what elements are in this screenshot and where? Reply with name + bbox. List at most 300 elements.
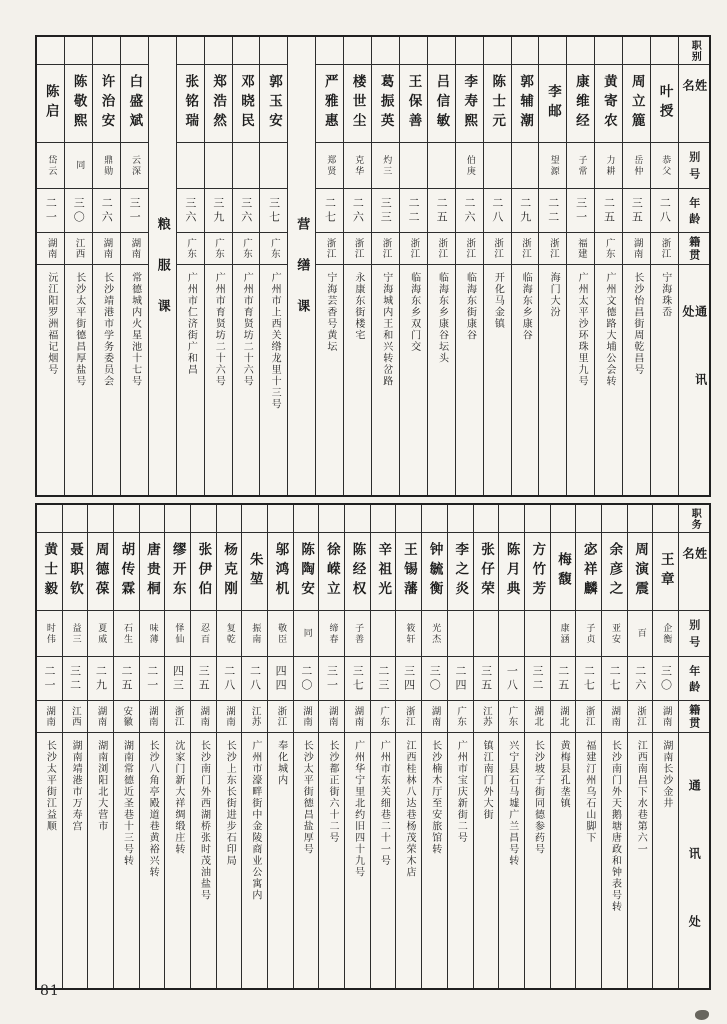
cell-native: 湖南 xyxy=(37,701,62,733)
cell-age: 二六 xyxy=(344,189,371,233)
person-column xyxy=(498,505,524,988)
cell-native: 江苏 xyxy=(242,701,267,733)
cell-name: 李邮 xyxy=(539,65,566,143)
cell-name: 黄寄农 xyxy=(595,65,622,143)
cell-native: 湖南 xyxy=(345,701,370,733)
cell-native: 湖南 xyxy=(121,233,148,265)
cell-alias: 亚安 xyxy=(602,611,627,657)
cell-native: 湖南 xyxy=(294,701,319,733)
person-column xyxy=(371,37,399,495)
person-column xyxy=(650,37,678,495)
cell-address: 长沙坡子街同德参药号 xyxy=(532,740,544,855)
cell-alias xyxy=(177,143,204,189)
cell-native: 浙江 xyxy=(400,233,427,265)
person-column xyxy=(455,37,483,495)
cell-name: 梅馥 xyxy=(551,533,576,611)
cell-address: 长沙八角亭殿道巷黄裕兴转 xyxy=(147,740,159,878)
cell-address: 黄梅县孔垄镇 xyxy=(558,740,570,809)
cell-alias: 筱轩 xyxy=(396,611,421,657)
cell-age: 二一 xyxy=(37,657,62,701)
cell-duty xyxy=(177,37,204,65)
cell-address: 广州市宝庆新街二号 xyxy=(455,740,467,844)
cell-address: 长沙太平街德昌盐厚号 xyxy=(301,740,313,855)
header-column xyxy=(678,37,709,495)
cell-duty xyxy=(372,37,399,65)
person-column xyxy=(427,37,455,495)
cell-age: 二七 xyxy=(316,189,343,233)
person-column xyxy=(473,505,499,988)
cell-duty xyxy=(525,505,550,533)
cell-address: 湖南常德近圣巷十三号转 xyxy=(121,740,133,867)
cell-alias xyxy=(484,143,511,189)
cell-duty xyxy=(448,505,473,533)
header-name-label: 姓名 xyxy=(679,533,709,611)
cell-age: 二五 xyxy=(428,189,455,233)
header-address-label: 通讯处 xyxy=(681,305,708,441)
cell-age: 二四 xyxy=(448,657,473,701)
cell-duty xyxy=(93,37,120,65)
cell-duty xyxy=(345,505,370,533)
cell-duty xyxy=(344,37,371,65)
person-column xyxy=(92,37,120,495)
cell-alias: 鼎勋 xyxy=(93,143,120,189)
cell-alias: 克华 xyxy=(344,143,371,189)
section-column xyxy=(287,37,315,495)
cell-native: 浙江 xyxy=(484,233,511,265)
cell-native: 浙江 xyxy=(628,701,653,733)
cell-alias xyxy=(205,143,232,189)
cell-native: 浙江 xyxy=(344,233,371,265)
cell-native: 湖南 xyxy=(191,701,216,733)
scan-smudge-mark xyxy=(695,1010,709,1020)
cell-address: 奉化城内 xyxy=(275,740,287,786)
person-column xyxy=(447,505,473,988)
cell-duty xyxy=(396,505,421,533)
person-column xyxy=(232,37,260,495)
cell-name: 张仔荣 xyxy=(474,533,499,611)
cell-age: 三七 xyxy=(345,657,370,701)
cell-native: 湖南 xyxy=(88,701,113,733)
cell-address: 湖南浏阳北大营市 xyxy=(95,740,107,832)
cell-alias xyxy=(400,143,427,189)
cell-native: 浙江 xyxy=(651,233,678,265)
cell-name: 徐嵘立 xyxy=(319,533,344,611)
cell-name: 聂职钦 xyxy=(63,533,88,611)
cell-age: 四三 xyxy=(165,657,190,701)
cell-alias xyxy=(260,143,287,189)
person-column xyxy=(139,505,165,988)
cell-name: 唐贵桐 xyxy=(140,533,165,611)
cell-age: 三一 xyxy=(319,657,344,701)
cell-alias xyxy=(474,611,499,657)
cell-name: 周德葆 xyxy=(88,533,113,611)
person-column xyxy=(622,37,650,495)
cell-alias: 望源 xyxy=(539,143,566,189)
cell-address: 广州市濠畔街中金陵商业公寓内 xyxy=(249,740,261,901)
cell-duty xyxy=(121,37,148,65)
cell-age: 二八 xyxy=(242,657,267,701)
cell-name: 葛振英 xyxy=(372,65,399,143)
cell-alias: 敬臣 xyxy=(268,611,293,657)
cell-alias: 复乾 xyxy=(217,611,242,657)
person-column xyxy=(550,505,576,988)
cell-duty xyxy=(623,37,650,65)
cell-alias: 光杰 xyxy=(422,611,447,657)
cell-native: 广东 xyxy=(177,233,204,265)
cell-age: 二五 xyxy=(551,657,576,701)
cell-name: 缪开东 xyxy=(165,533,190,611)
cell-native: 浙江 xyxy=(372,233,399,265)
cell-name: 白盛斌 xyxy=(121,65,148,143)
cell-address: 常德城内火星池十七号 xyxy=(129,272,141,387)
cell-duty xyxy=(260,37,287,65)
cell-address: 长沙上东长街进步石印局 xyxy=(224,740,236,867)
cell-native: 江西 xyxy=(65,233,92,265)
cell-alias xyxy=(499,611,524,657)
cell-address: 宁海芸香号黄坛 xyxy=(324,272,336,353)
cell-age: 四四 xyxy=(268,657,293,701)
cell-name: 杨克刚 xyxy=(217,533,242,611)
cell-age: 三六 xyxy=(233,189,260,233)
person-column xyxy=(216,505,242,988)
cell-age: 三二 xyxy=(63,657,88,701)
cell-address: 永康东街楼宅 xyxy=(352,272,364,341)
cell-address: 临海东乡双门交 xyxy=(408,272,420,353)
cell-name: 陈启 xyxy=(37,65,64,143)
cell-address: 沅江阳罗洲福记烟号 xyxy=(45,272,57,376)
cell-name: 黄士毅 xyxy=(37,533,62,611)
cell-alias: 缔春 xyxy=(319,611,344,657)
cell-name: 钟毓衡 xyxy=(422,533,447,611)
cell-name: 吕信敏 xyxy=(428,65,455,143)
person-column xyxy=(511,37,539,495)
header-age-label: 年龄 xyxy=(679,189,709,233)
cell-address: 广州市东关细巷二十一号 xyxy=(378,740,390,867)
header-native-label: 籍贯 xyxy=(679,233,709,265)
roster-table-top xyxy=(35,35,711,497)
cell-native: 湖南 xyxy=(217,701,242,733)
cell-name: 康维经 xyxy=(567,65,594,143)
cell-age: 三五 xyxy=(191,657,216,701)
person-column xyxy=(176,37,204,495)
cell-address: 长沙靖港市学务委员会 xyxy=(101,272,113,387)
person-column xyxy=(293,505,319,988)
cell-alias xyxy=(512,143,539,189)
cell-duty xyxy=(63,505,88,533)
person-column xyxy=(204,37,232,495)
cell-name: 王章 xyxy=(653,533,678,611)
cell-age: 二九 xyxy=(512,189,539,233)
cell-native: 浙江 xyxy=(428,233,455,265)
cell-name: 许治安 xyxy=(93,65,120,143)
page-number: 81 xyxy=(40,983,60,999)
person-column xyxy=(241,505,267,988)
cell-alias xyxy=(233,143,260,189)
cell-age: 三七 xyxy=(260,189,287,233)
cell-address: 广州市上西关绺龙里十三号 xyxy=(269,272,281,410)
cell-age: 二三 xyxy=(371,657,396,701)
cell-address: 长沙太平街江益顺 xyxy=(44,740,56,832)
person-column xyxy=(421,505,447,988)
cell-duty xyxy=(37,37,64,65)
cell-alias xyxy=(371,611,396,657)
cell-duty xyxy=(268,505,293,533)
cell-native: 湖南 xyxy=(319,701,344,733)
cell-native: 湖北 xyxy=(551,701,576,733)
person-column xyxy=(315,37,343,495)
cell-native: 湖南 xyxy=(653,701,678,733)
cell-age: 二二 xyxy=(539,189,566,233)
person-column xyxy=(399,37,427,495)
cell-name: 楼世尘 xyxy=(344,65,371,143)
cell-native: 广东 xyxy=(499,701,524,733)
person-column xyxy=(37,505,62,988)
cell-age: 二〇 xyxy=(294,657,319,701)
cell-duty xyxy=(140,505,165,533)
cell-address: 兴宁县石马墟广兰昌号转 xyxy=(506,740,518,867)
cell-age: 三三 xyxy=(372,189,399,233)
cell-name: 陈敬熙 xyxy=(65,65,92,143)
cell-duty xyxy=(567,37,594,65)
cell-age: 三一 xyxy=(121,189,148,233)
cell-address: 湖南长沙金井 xyxy=(660,740,672,809)
person-column xyxy=(190,505,216,988)
cell-native: 广东 xyxy=(448,701,473,733)
cell-age: 二一 xyxy=(140,657,165,701)
person-column xyxy=(343,37,371,495)
cell-duty xyxy=(65,37,92,65)
cell-native: 湖北 xyxy=(525,701,550,733)
cell-native: 广东 xyxy=(595,233,622,265)
cell-address: 长沙南门外西湖桥张时茂油盐号 xyxy=(198,740,210,901)
cell-age: 二六 xyxy=(456,189,483,233)
cell-name: 余彦之 xyxy=(602,533,627,611)
cell-alias: 子常 xyxy=(567,143,594,189)
cell-alias: 云深 xyxy=(121,143,148,189)
person-column xyxy=(483,37,511,495)
cell-alias: 益三 xyxy=(63,611,88,657)
cell-alias: 夏威 xyxy=(88,611,113,657)
cell-age: 三六 xyxy=(177,189,204,233)
header-alias-label: 别号 xyxy=(679,611,709,657)
cell-address: 湖南靖港市万寿宫 xyxy=(70,740,82,832)
section-label: 粮服课 xyxy=(154,216,170,340)
cell-name: 张铭瑞 xyxy=(177,65,204,143)
cell-duty xyxy=(217,505,242,533)
person-column xyxy=(120,37,148,495)
cell-address: 长沙都正街六十二号 xyxy=(326,740,338,844)
cell-address: 江西南昌下水巷第六一 xyxy=(635,740,647,855)
cell-name: 郭辅潮 xyxy=(512,65,539,143)
cell-duty xyxy=(551,505,576,533)
cell-native: 江西 xyxy=(63,701,88,733)
cell-name: 陈士元 xyxy=(484,65,511,143)
person-column xyxy=(395,505,421,988)
cell-native: 浙江 xyxy=(512,233,539,265)
person-column xyxy=(318,505,344,988)
cell-address: 广州市育贤坊二十六号 xyxy=(241,272,253,387)
cell-address: 临海东乡康谷坛头 xyxy=(436,272,448,364)
header-native-label: 籍贯 xyxy=(679,701,709,733)
cell-address: 宁海珠岙 xyxy=(659,272,671,318)
header-duty-label: 职务 xyxy=(679,505,709,533)
cell-age: 二六 xyxy=(628,657,653,701)
cell-alias: 百 xyxy=(628,611,653,657)
cell-name: 陈陶安 xyxy=(294,533,319,611)
cell-duty xyxy=(576,505,601,533)
cell-duty xyxy=(428,37,455,65)
person-column xyxy=(524,505,550,988)
person-column xyxy=(64,37,92,495)
cell-alias: 子善 xyxy=(345,611,370,657)
cell-native: 安徽 xyxy=(114,701,139,733)
cell-native: 浙江 xyxy=(576,701,601,733)
roster-table-bottom xyxy=(35,503,711,990)
cell-address: 长沙太平街德昌厚盐号 xyxy=(73,272,85,387)
cell-duty xyxy=(653,505,678,533)
header-name-label: 姓名 xyxy=(679,65,709,143)
cell-alias: 伯庚 xyxy=(456,143,483,189)
header-address-label: 通讯处 xyxy=(687,778,702,983)
cell-age: 三二 xyxy=(525,657,550,701)
cell-duty xyxy=(88,505,113,533)
cell-age: 二七 xyxy=(602,657,627,701)
cell-duty xyxy=(456,37,483,65)
cell-address: 广州太平沙环珠里九号 xyxy=(576,272,588,387)
cell-native: 湖南 xyxy=(623,233,650,265)
cell-alias: 味薄 xyxy=(140,611,165,657)
cell-name: 王锡藩 xyxy=(396,533,421,611)
cell-address: 临海东街康谷 xyxy=(464,272,476,341)
cell-age: 三一 xyxy=(567,189,594,233)
person-column xyxy=(370,505,396,988)
cell-address: 临海东乡康谷 xyxy=(520,272,532,341)
person-column xyxy=(344,505,370,988)
cell-name: 王保善 xyxy=(400,65,427,143)
cell-address: 广州华宁里北约旧四十九号 xyxy=(352,740,364,878)
cell-age: 三五 xyxy=(623,189,650,233)
cell-native: 湖南 xyxy=(140,701,165,733)
cell-age: 二五 xyxy=(595,189,622,233)
cell-address: 镇江南门外大街 xyxy=(481,740,493,821)
header-age-label: 年龄 xyxy=(679,657,709,701)
section-column xyxy=(148,37,176,495)
cell-age: 二五 xyxy=(114,657,139,701)
cell-native: 广东 xyxy=(233,233,260,265)
cell-age: 三〇 xyxy=(653,657,678,701)
cell-alias: 恭父 xyxy=(651,143,678,189)
person-column xyxy=(627,505,653,988)
header-column xyxy=(678,505,709,988)
cell-alias: 岱云 xyxy=(37,143,64,189)
cell-age: 一八 xyxy=(499,657,524,701)
cell-age: 三五 xyxy=(474,657,499,701)
person-column xyxy=(164,505,190,988)
cell-duty xyxy=(233,37,260,65)
person-column xyxy=(566,37,594,495)
cell-address: 广州市仁济街广和昌 xyxy=(185,272,197,376)
person-column xyxy=(538,37,566,495)
cell-native: 浙江 xyxy=(396,701,421,733)
cell-native: 湖南 xyxy=(602,701,627,733)
person-column xyxy=(267,505,293,988)
cell-native: 广东 xyxy=(260,233,287,265)
cell-duty xyxy=(422,505,447,533)
cell-name: 郑浩然 xyxy=(205,65,232,143)
cell-alias: 同 xyxy=(294,611,319,657)
cell-alias: 怿仙 xyxy=(165,611,190,657)
cell-duty xyxy=(628,505,653,533)
cell-native: 广东 xyxy=(371,701,396,733)
cell-age: 二八 xyxy=(484,189,511,233)
cell-native: 湖南 xyxy=(93,233,120,265)
cell-native: 江苏 xyxy=(474,701,499,733)
cell-name: 胡传霖 xyxy=(114,533,139,611)
cell-name: 邓晓民 xyxy=(233,65,260,143)
cell-age: 二一 xyxy=(37,189,64,233)
person-column xyxy=(601,505,627,988)
person-column xyxy=(652,505,678,988)
cell-duty xyxy=(191,505,216,533)
cell-address: 长沙南门外天鹅塘唐政和钟表号转 xyxy=(609,740,621,913)
cell-native: 浙江 xyxy=(539,233,566,265)
person-column xyxy=(575,505,601,988)
section-label: 营缮课 xyxy=(294,216,310,340)
person-column xyxy=(259,37,287,495)
cell-age: 二八 xyxy=(217,657,242,701)
cell-age: 三九 xyxy=(205,189,232,233)
cell-duty xyxy=(474,505,499,533)
cell-duty xyxy=(37,505,62,533)
cell-age: 二九 xyxy=(88,657,113,701)
person-column xyxy=(87,505,113,988)
cell-address: 开化马金镇 xyxy=(492,272,504,330)
cell-duty xyxy=(651,37,678,65)
cell-native: 浙江 xyxy=(268,701,293,733)
cell-age: 二八 xyxy=(651,189,678,233)
cell-native: 湖南 xyxy=(37,233,64,265)
cell-address: 广州市育贤坊二十六号 xyxy=(213,272,225,387)
header-alias-label: 别号 xyxy=(679,143,709,189)
cell-address: 海门大汾 xyxy=(548,272,560,318)
cell-name: 郭玉安 xyxy=(260,65,287,143)
cell-duty xyxy=(242,505,267,533)
cell-name: 张伊伯 xyxy=(191,533,216,611)
cell-native: 湖南 xyxy=(422,701,447,733)
cell-name: 宓祥麟 xyxy=(576,533,601,611)
cell-name: 陈月典 xyxy=(499,533,524,611)
cell-duty xyxy=(316,37,343,65)
person-column xyxy=(594,37,622,495)
cell-duty xyxy=(484,37,511,65)
cell-address: 沈家门新大祥绸缎庄转 xyxy=(172,740,184,855)
cell-alias xyxy=(525,611,550,657)
cell-age: 二七 xyxy=(576,657,601,701)
person-column xyxy=(62,505,88,988)
cell-age: 二六 xyxy=(93,189,120,233)
cell-native: 浙江 xyxy=(316,233,343,265)
cell-alias: 子贞 xyxy=(576,611,601,657)
cell-alias: 振南 xyxy=(242,611,267,657)
cell-duty xyxy=(539,37,566,65)
cell-address: 福建汀州乌石山脚下 xyxy=(583,740,595,844)
cell-duty xyxy=(294,505,319,533)
cell-name: 李之炎 xyxy=(448,533,473,611)
cell-name: 辛祖光 xyxy=(371,533,396,611)
cell-alias xyxy=(448,611,473,657)
cell-duty xyxy=(205,37,232,65)
cell-alias: 忍百 xyxy=(191,611,216,657)
